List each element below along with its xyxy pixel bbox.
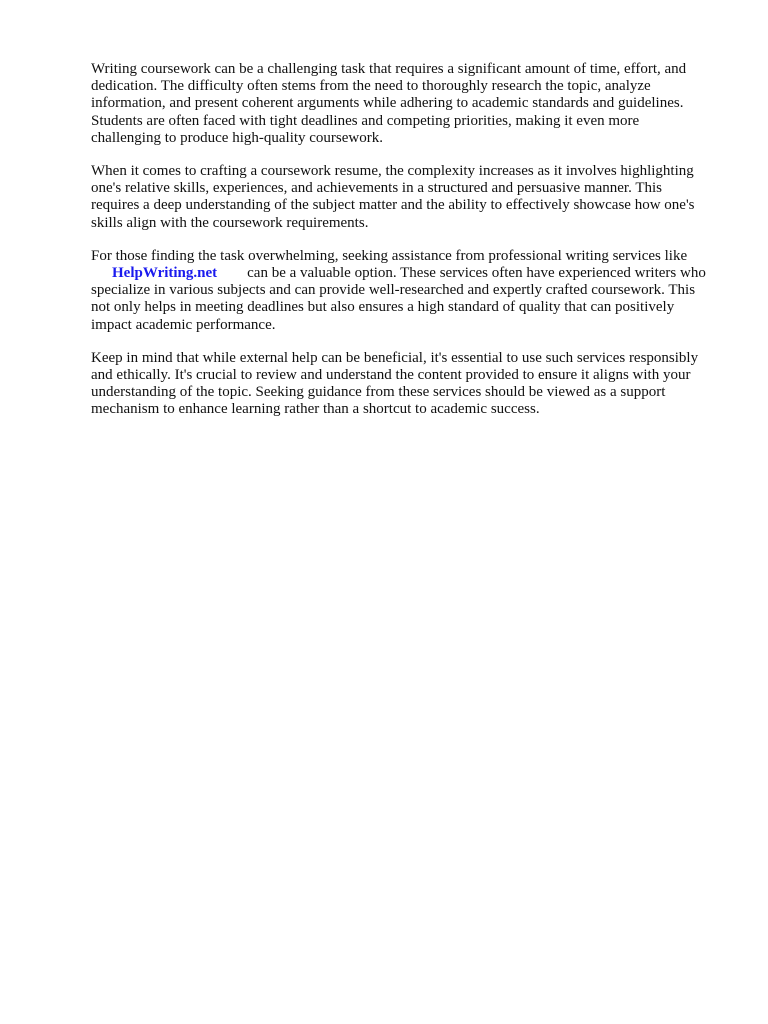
text-after-link: can be a valuable option. These services often have experienced writers who <box>247 265 706 282</box>
text-line-with-link <box>91 265 731 282</box>
paragraph-ethics <box>91 350 731 419</box>
text-line: not only helps in meeting deadlines but also ensures a high standard of quality that can positively <box>91 299 675 316</box>
paragraph-resume <box>91 163 731 232</box>
text-line: one's relative skills, experiences, and achievements in a structured and persuasive manner. This <box>91 180 662 197</box>
text-line: skills align with the coursework requirements. <box>91 214 369 231</box>
text-line: For those finding the task overwhelming, seeking assistance from professional writing services like <box>91 247 688 264</box>
text-line: Writing coursework can be a challenging task that requires a significant amount of time, effort, and <box>91 61 687 77</box>
text-line: challenging to produce high-quality coursework. <box>91 129 384 146</box>
paragraph-assistance <box>91 248 731 334</box>
paragraph-intro <box>91 61 731 147</box>
text-line: and ethically. It's crucial to review and understand the content provided to ensure it aligns with your <box>91 367 691 384</box>
text-line: specialize in various subjects and can provide well-researched and expertly crafted coursework. This <box>91 282 696 299</box>
text-line: When it comes to crafting a coursework resume, the complexity increases as it involves highlighting <box>91 163 694 180</box>
text-line: dedication. The difficulty often stems from the need to thoroughly research the topic, analyze <box>91 78 651 95</box>
text-line: impact academic performance. <box>91 316 276 333</box>
text-line: requires a deep understanding of the subject matter and the ability to effectively showcase how one's <box>91 197 695 214</box>
helpwriting-link[interactable]: HelpWriting.net <box>112 265 218 282</box>
text-line: Students are often faced with tight deadlines and competing priorities, making it even more <box>91 112 640 129</box>
text-line: Keep in mind that while external help can be beneficial, it's essential to use such services responsibly <box>91 349 699 366</box>
document-body <box>91 61 731 435</box>
text-line: information, and present coherent arguments while adhering to academic standards and guidelines. <box>91 95 684 112</box>
text-line: understanding of the topic. Seeking guidance from these services should be viewed as a support <box>91 384 666 401</box>
text-line: mechanism to enhance learning rather than a shortcut to academic success. <box>91 401 540 418</box>
